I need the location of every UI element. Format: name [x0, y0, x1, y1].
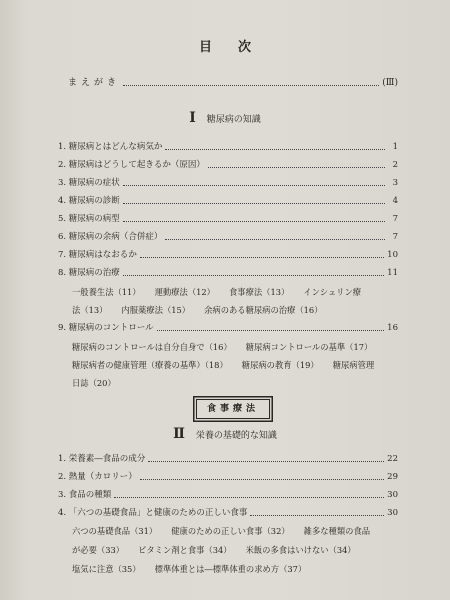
part-numeral: Ⅰ	[189, 110, 196, 126]
toc-label: 8. 糖尿病の治療	[58, 268, 120, 278]
subtopic[interactable]: 食事療法（13）	[228, 287, 290, 297]
toc-label: まえがき	[68, 78, 121, 88]
toc-label: 5. 糖尿病の病型	[58, 214, 120, 224]
leader-dots	[250, 515, 384, 516]
toc-label: 7. 糖尿病はなおるか	[58, 250, 137, 260]
toc-label: 1. 糖尿病とはどんな病気か	[58, 142, 163, 152]
toc-entry[interactable]	[58, 194, 398, 208]
leader-dots	[123, 203, 385, 204]
subtopic[interactable]: 余病のある糖尿病の治療（16）	[204, 305, 323, 315]
subtopic[interactable]: 健康のための正しい食事（32）	[171, 526, 290, 536]
leader-dots	[123, 221, 385, 222]
subtopic[interactable]: 内服薬療法（15）	[121, 305, 191, 315]
subtopic[interactable]: 塩気に注意（35）	[72, 564, 141, 574]
subtopic[interactable]: 糖尿病者の健康管理（療養の基準）（18）	[72, 360, 228, 370]
leader-dots	[123, 275, 384, 276]
subtopic-line	[72, 524, 398, 538]
page-title: 目次	[198, 40, 277, 55]
subtopic[interactable]: 米飯の多食はいけない（34）	[245, 545, 356, 555]
leader-dots	[140, 479, 384, 480]
section-box-label: 食事療法	[196, 399, 270, 419]
subtopic[interactable]: 糖尿病管理	[332, 360, 375, 370]
toc-label: 4. 糖尿病の診断	[58, 196, 120, 206]
toc-entry[interactable]	[58, 140, 398, 154]
subtopic[interactable]: 一般養生法（11）	[72, 287, 141, 297]
subtopic[interactable]: ビタミン剤と食事（34）	[138, 545, 232, 555]
toc-label: 2. 熱量（カロリー）	[58, 472, 137, 482]
part-heading-1	[0, 110, 450, 126]
subtopic[interactable]: 糖尿病コントロールの基準（17）	[245, 342, 373, 352]
toc-label: 6. 糖尿病の余病（合併症）	[58, 232, 163, 242]
leader-dots	[148, 461, 384, 462]
leader-dots	[140, 257, 384, 258]
toc-page-number: 11	[387, 268, 398, 278]
part-title: 栄養の基礎的な知識	[195, 431, 277, 441]
toc-label: 9. 糖尿病のコントロール	[58, 323, 154, 333]
subtopic[interactable]: が必要（33）	[72, 545, 125, 555]
toc-page-number: 1	[392, 142, 398, 152]
subtopic[interactable]: 雑多な種類の食品	[303, 526, 371, 536]
part-title: 糖尿病の知識	[206, 115, 261, 125]
subtopic-line	[72, 376, 398, 390]
toc-page-number: 4	[392, 196, 398, 206]
toc-page-number: 30	[387, 508, 398, 518]
toc-entry[interactable]	[58, 488, 398, 502]
toc-label: 3. 食品の種類	[58, 490, 112, 500]
subtopic[interactable]: 六つの基礎食品（31）	[72, 526, 158, 536]
toc-entry[interactable]	[58, 212, 398, 226]
toc-entry[interactable]	[58, 248, 398, 262]
toc-page-number: (Ⅲ)	[382, 78, 398, 88]
toc-entry[interactable]	[58, 266, 398, 280]
subtopic-line	[72, 285, 398, 299]
toc-entry[interactable]	[58, 452, 398, 466]
toc-page-number: 29	[387, 472, 398, 482]
leader-dots	[165, 149, 385, 150]
toc-entry[interactable]	[58, 158, 398, 172]
part-heading-2	[0, 426, 450, 442]
subtopic-line	[72, 562, 398, 576]
subtopic-line	[72, 358, 398, 372]
subtopic[interactable]: 糖尿病の教育（19）	[241, 360, 319, 370]
leader-dots	[208, 167, 385, 168]
toc-entry[interactable]	[58, 506, 398, 520]
subtopic[interactable]: 運動療法（12）	[154, 287, 215, 297]
toc-entry[interactable]	[58, 321, 398, 335]
toc-page-number: 10	[387, 250, 398, 260]
toc-entry-preface[interactable]	[68, 76, 398, 90]
toc-label: 3. 糖尿病の症状	[58, 178, 120, 188]
subtopic-line	[72, 303, 398, 317]
subtopic-line	[72, 340, 398, 354]
leader-dots	[157, 330, 385, 331]
toc-page-number: 16	[387, 323, 398, 333]
subtopic-line	[72, 543, 398, 557]
subtopic[interactable]: 糖尿病のコントロールは自分自身で（16）	[72, 342, 232, 352]
toc-label: 2. 糖尿病はどうして起きるか（原因）	[58, 160, 205, 170]
subtopic[interactable]: 標準体重とは―標準体重の求め方（37）	[154, 564, 307, 574]
subtopic[interactable]: 日誌（20）	[72, 378, 116, 388]
toc-page-number: 2	[392, 160, 398, 170]
toc-entry[interactable]	[58, 176, 398, 190]
toc-label: 1. 栄養素―食品の成分	[58, 454, 146, 464]
leader-dots	[123, 85, 379, 86]
toc-page-number: 7	[392, 232, 398, 242]
toc-page-number: 3	[392, 178, 398, 188]
toc-page-number: 30	[387, 490, 398, 500]
part-numeral: Ⅱ	[173, 426, 185, 442]
leader-dots	[123, 185, 385, 186]
leader-dots	[165, 239, 385, 240]
toc-page-number: 7	[392, 214, 398, 224]
toc-entry[interactable]	[58, 230, 398, 244]
toc-label: 4. 「六つの基礎食品」と健康のための正しい食事	[58, 508, 248, 518]
toc-page-number: 22	[387, 454, 398, 464]
subtopic[interactable]: 法（13）	[72, 305, 108, 315]
toc-entry[interactable]	[58, 470, 398, 484]
subtopic[interactable]: インシュリン療	[303, 287, 362, 297]
leader-dots	[114, 497, 384, 498]
